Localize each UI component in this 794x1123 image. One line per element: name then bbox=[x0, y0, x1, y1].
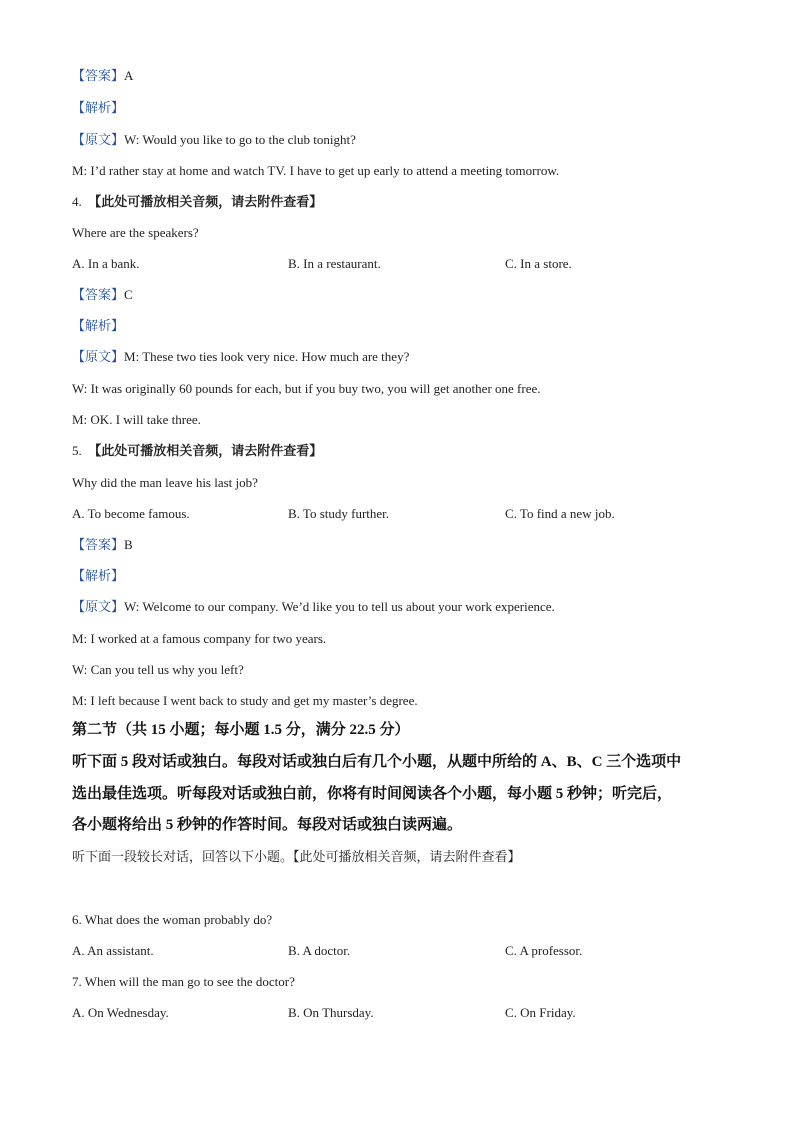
q5-script-line-2: M: I worked at a famous company for two years. bbox=[72, 631, 327, 646]
answer-label: 【答案】 bbox=[72, 287, 125, 302]
question-number: 5. bbox=[72, 443, 82, 458]
answer-label: 【答案】 bbox=[72, 68, 125, 83]
script-text: W: Welcome to our company. We’d like you to tell us about your work experience. bbox=[124, 599, 555, 614]
script-label: 【原文】 bbox=[72, 132, 125, 147]
option-b: B. A doctor. bbox=[288, 943, 351, 958]
option-a: A. On Wednesday. bbox=[72, 1005, 169, 1020]
q5-script-line-3: W: Can you tell us why you left? bbox=[72, 662, 244, 677]
answer-label: 【答案】 bbox=[72, 537, 125, 552]
q7-question: 7. When will the man go to see the doctor? bbox=[72, 974, 295, 989]
option-a: A. In a bank. bbox=[72, 256, 140, 271]
q5-header bbox=[72, 443, 322, 459]
section-title: 第二节（共 15 小题；每小题 1.5 分，满分 22.5 分） bbox=[72, 722, 410, 738]
answer-value: C bbox=[124, 287, 133, 302]
answer-value: A bbox=[124, 68, 134, 83]
q5-answer bbox=[72, 537, 133, 553]
section-instruction-1: 听下面 5 段对话或独白。每段对话或独白后有几个小题，从题中所给的 A、B、C 三个选项中 bbox=[72, 754, 682, 770]
q4-question: Where are the speakers? bbox=[72, 225, 199, 240]
answer-value: B bbox=[124, 537, 133, 552]
option-c: C. In a store. bbox=[505, 256, 572, 271]
audio-note: 【此处可播放相关音频，请去附件查看】 bbox=[88, 194, 323, 209]
q5-question: Why did the man leave his last job? bbox=[72, 475, 258, 490]
q4-header bbox=[72, 194, 322, 210]
q5-analysis-label: 【解析】 bbox=[72, 568, 125, 583]
q3-script-line-2: M: I’d rather stay at home and watch TV. I have to get up early to attend a meeting tomorrow. bbox=[72, 163, 560, 178]
option-a: A. An assistant. bbox=[72, 943, 154, 958]
q6-question: 6. What does the woman probably do? bbox=[72, 912, 273, 927]
q3-analysis-label: 【解析】 bbox=[72, 100, 125, 115]
option-c: C. On Friday. bbox=[505, 1005, 576, 1020]
script-text: M: These two ties look very nice. How much are they? bbox=[124, 349, 410, 364]
option-a: A. To become famous. bbox=[72, 506, 190, 521]
script-label: 【原文】 bbox=[72, 599, 125, 614]
q3-script-line-1 bbox=[72, 132, 356, 148]
q4-script-line-1 bbox=[72, 349, 409, 365]
script-label: 【原文】 bbox=[72, 349, 125, 364]
q4-script-line-2: W: It was originally 60 pounds for each, but if you buy two, you will get another one free. bbox=[72, 381, 541, 396]
option-b: B. On Thursday. bbox=[288, 1005, 374, 1020]
q4-analysis-label: 【解析】 bbox=[72, 318, 125, 333]
option-c: C. To find a new job. bbox=[505, 506, 615, 521]
q4-answer bbox=[72, 287, 133, 303]
section-prompt: 听下面一段较长对话，回答以下小题。【此处可播放相关音频，请去附件查看】 bbox=[72, 849, 521, 864]
section-instruction-2: 选出最佳选项。听每段对话或独白前，你将有时间阅读各个小题，每小题 5 秒钟；听完后， bbox=[72, 786, 673, 802]
option-c: C. A professor. bbox=[505, 943, 583, 958]
option-b: B. In a restaurant. bbox=[288, 256, 381, 271]
script-text: W: Would you like to go to the club tonight? bbox=[124, 132, 356, 147]
q5-script-line-1 bbox=[72, 599, 555, 615]
question-number: 4. bbox=[72, 194, 82, 209]
audio-note: 【此处可播放相关音频，请去附件查看】 bbox=[88, 443, 323, 458]
option-b: B. To study further. bbox=[288, 506, 390, 521]
q5-script-line-4: M: I left because I went back to study and get my master’s degree. bbox=[72, 693, 418, 708]
q4-script-line-3: M: OK. I will take three. bbox=[72, 412, 201, 427]
section-instruction-3: 各小题将给出 5 秒钟的作答时间。每段对话或独白读两遍。 bbox=[72, 817, 463, 833]
q3-answer bbox=[72, 68, 133, 84]
